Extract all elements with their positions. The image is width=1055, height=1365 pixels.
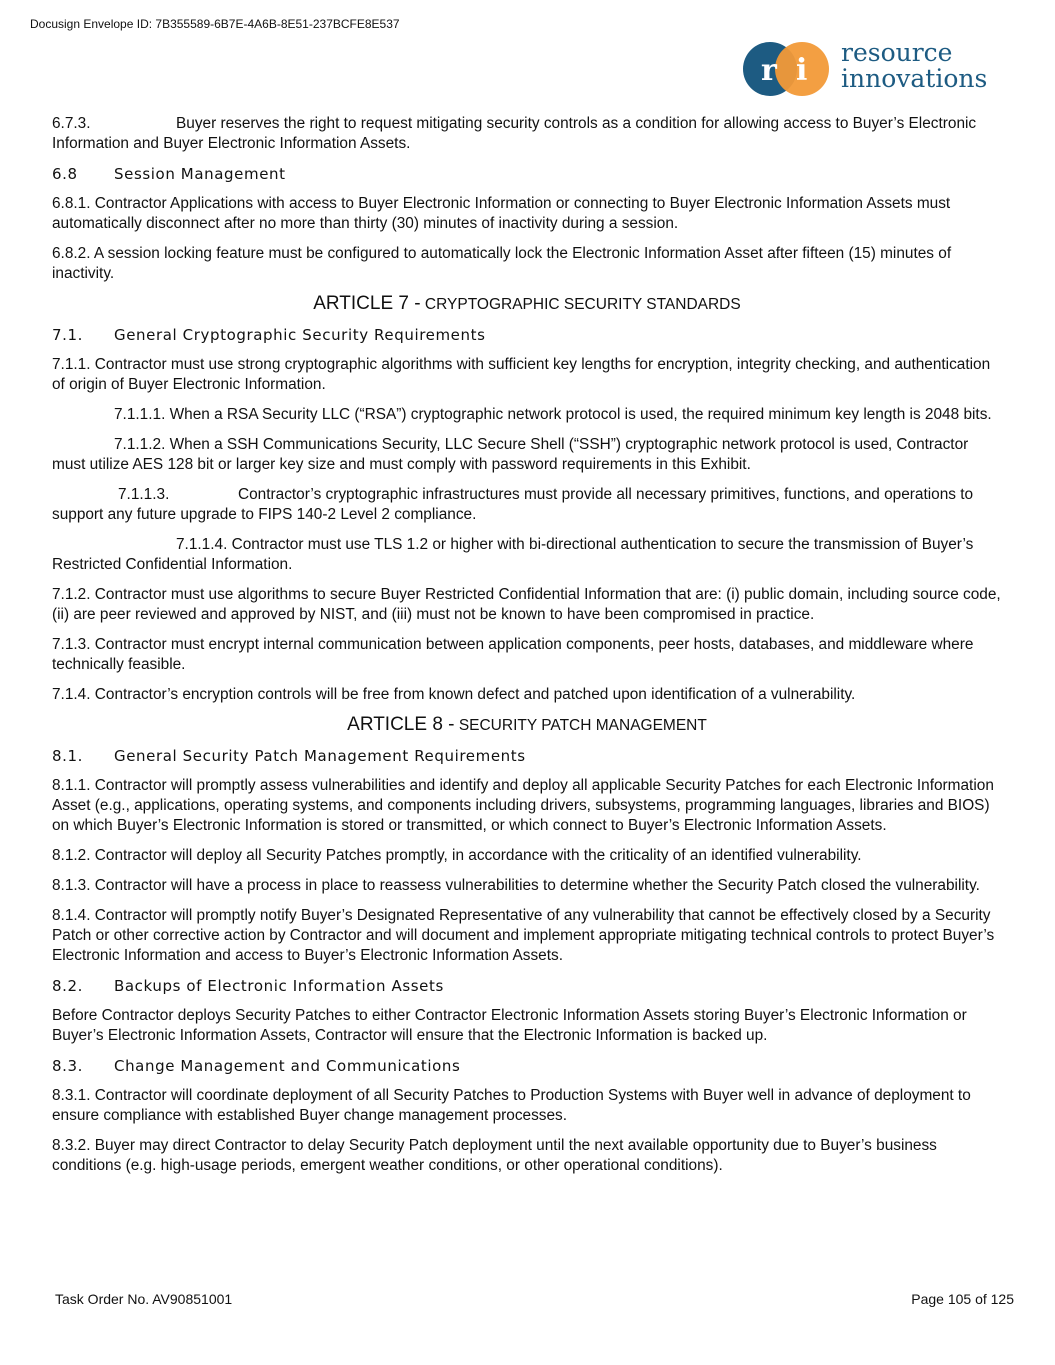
paragraph-8-1-4: 8.1.4. Contractor will promptly notify Buyer’s Designated Representative of any vulnerability that cannot be effectively closed by a Security Patch or other corrective action by Contractor and will document and implement appropriate mitigating technical controls to protect Buyer’s Electronic Information and access to Buyer’s Electronic Information Assets. bbox=[52, 907, 995, 964]
envelope-id: Docusign Envelope ID: 7B355589-6B7E-4A6B-8E51-237BCFE8E537 bbox=[30, 17, 400, 31]
ri-logo-mark-icon bbox=[741, 40, 833, 98]
document-body bbox=[52, 114, 1002, 1186]
paragraph-8-1-2: 8.1.2. Contractor will deploy all Security Patches promptly, in accordance with the criticality of an identified vulnerability. bbox=[52, 847, 862, 864]
paragraph-6-8-2: 6.8.2. A session locking feature must be configured to automatically lock the Electronic Information Asset after fifteen (15) minutes of inactivity. bbox=[52, 245, 952, 282]
paragraph-7-1-1-2: 7.1.1.2. When a SSH Communications Security, LLC Secure Shell (“SSH”) cryptographic network protocol is used, Contractor must utilize AES 128 bit or larger key size and must comply with password requirements in this Exhibit. bbox=[52, 436, 969, 473]
company-logo bbox=[741, 40, 1011, 98]
section-8-1-heading: 8.1. General Security Patch Management Requirements bbox=[52, 747, 526, 765]
svg-text:i: i bbox=[796, 53, 808, 88]
paragraph-8-3-1: 8.3.1. Contractor will coordinate deployment of all Security Patches to Production Systems with Buyer well in advance of deployment to ensure compliance with established Buyer change management processes. bbox=[52, 1087, 971, 1124]
paragraph-6-8-1: 6.8.1. Contractor Applications with access to Buyer Electronic Information or connecting to Buyer Electronic Information Assets must automatically disconnect after no more than thirty (30) minutes of inactivity during a session. bbox=[52, 195, 951, 232]
section-7-1-heading: 7.1. General Cryptographic Security Requirements bbox=[52, 326, 486, 344]
paragraph-7-1-1-4: 7.1.1.4. Contractor must use TLS 1.2 or higher with bi-directional authentication to secure the transmission of Buyer’s Restricted Confidential Information. bbox=[52, 536, 974, 573]
footer-page-number: Page 105 of 125 bbox=[911, 1291, 1014, 1307]
paragraph-7-1-2: 7.1.2. Contractor must use algorithms to secure Buyer Restricted Confidential Information that are: (i) public domain, including source code, (ii) are peer reviewed and approved by NIST, and (iii) must not be known to have been compromised in practice. bbox=[52, 586, 1001, 623]
section-8-2-heading: 8.2. Backups of Electronic Information Assets bbox=[52, 977, 444, 995]
footer-task-order: Task Order No. AV90851001 bbox=[55, 1291, 233, 1307]
paragraph-7-1-3: 7.1.3. Contractor must encrypt internal communication between application components, peer hosts, databases, and middleware where technically feasible. bbox=[52, 636, 974, 673]
paragraph-8-1-3: 8.1.3. Contractor will have a process in place to reassess vulnerabilities to determine whether the Security Patch closed the vulnerability. bbox=[52, 877, 980, 894]
paragraph-8-1-1: 8.1.1. Contractor will promptly assess vulnerabilities and identify and deploy all applicable Security Patches for each Electronic Information Asset (e.g., applications, operating systems, and components including drivers, subsystems, programming languages, libraries and BIOS) on which Buyer’s Electronic Information is stored or transmitted, or which connect to Buyer’s Electronic Information Assets. bbox=[52, 777, 994, 834]
paragraph-8-2: Before Contractor deploys Security Patches to either Contractor Electronic Information Assets storing Buyer’s Electronic Information or Buyer’s Electronic Information Assets, Contractor will ensure that the Electronic Information is backed up. bbox=[52, 1007, 967, 1044]
paragraph-7-1-4: 7.1.4. Contractor’s encryption controls will be free from known defect and patched upon identification of a vulnerability. bbox=[52, 686, 856, 703]
svg-text:r: r bbox=[761, 53, 777, 88]
article-8-heading: ARTICLE 8 - SECURITY PATCH MANAGEMENT bbox=[347, 714, 707, 735]
paragraph-7-1-1: 7.1.1. Contractor must use strong cryptographic algorithms with sufficient key lengths for encryption, integrity checking, and authentication of origin of Buyer Electronic Information. bbox=[52, 356, 991, 393]
logo-text: resource innovations bbox=[841, 38, 988, 93]
section-8-3-heading: 8.3. Change Management and Communications bbox=[52, 1057, 461, 1075]
paragraph-6-7-3: 6.7.3. Buyer reserves the right to request mitigating security controls as a condition for allowing access to Buyer’s Electronic Information and Buyer Electronic Information Assets. bbox=[52, 115, 977, 152]
paragraph-7-1-1-1: 7.1.1.1. When a RSA Security LLC (“RSA”) cryptographic network protocol is used, the required minimum key length is 2048 bits. bbox=[114, 406, 992, 423]
article-7-heading: ARTICLE 7 - CRYPTOGRAPHIC SECURITY STANDARDS bbox=[313, 293, 741, 314]
paragraph-8-3-2: 8.3.2. Buyer may direct Contractor to delay Security Patch deployment until the next available opportunity due to Buyer’s business conditions (e.g. high-usage periods, emergent weather conditions, or other operational conditions). bbox=[52, 1137, 937, 1174]
section-6-8-heading: 6.8 Session Management bbox=[52, 165, 286, 183]
paragraph-7-1-1-3: 7.1.1.3. Contractor’s cryptographic infrastructures must provide all necessary primitives, functions, and operations to support any future upgrade to FIPS 140-2 Level 2 compliance. bbox=[52, 486, 974, 523]
